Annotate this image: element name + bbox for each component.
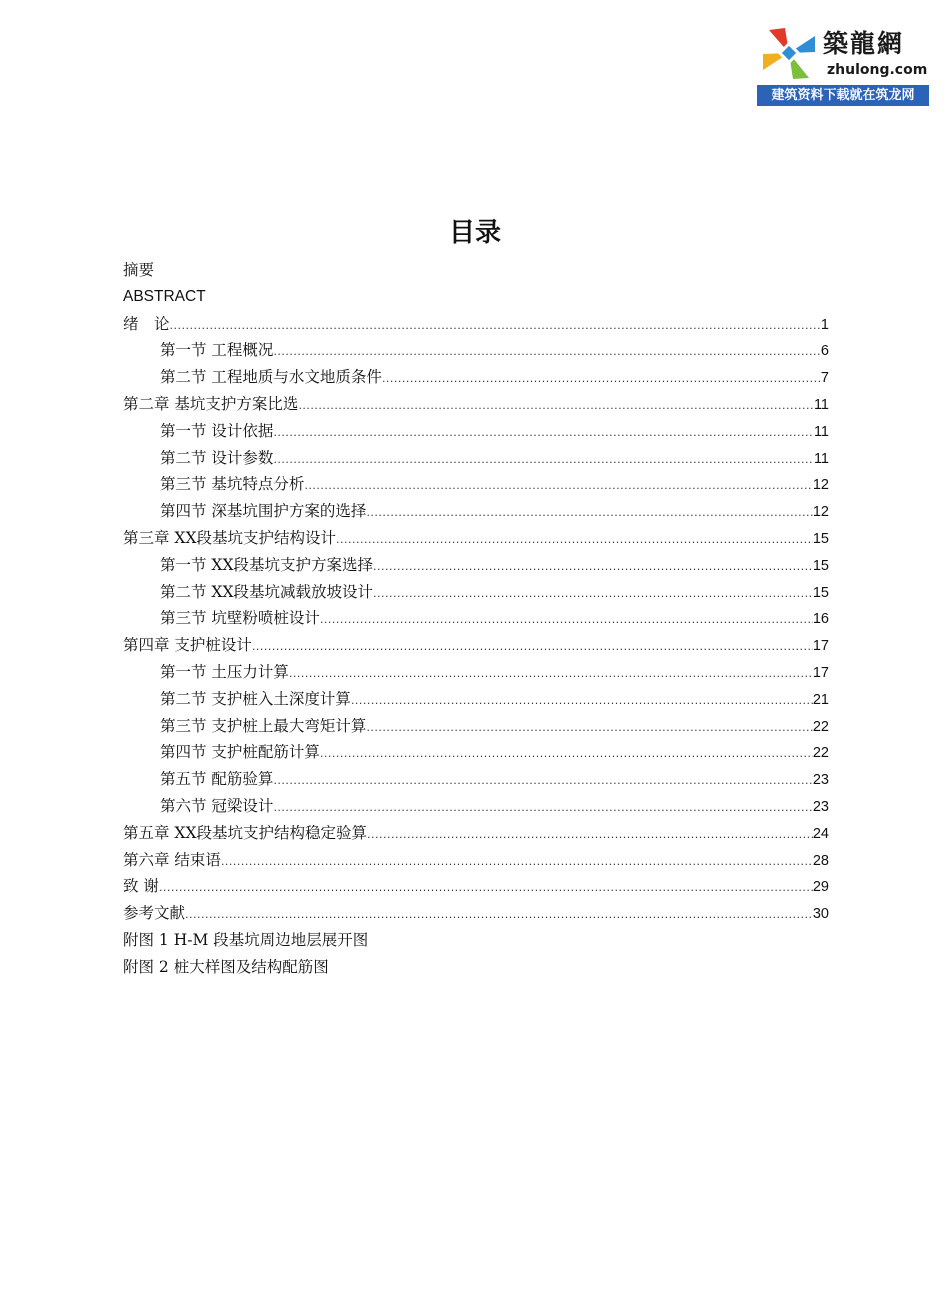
toc-dot-leader [367, 822, 813, 849]
toc-entry-title: 第四章 支护桩设计 [123, 636, 252, 655]
toc-page-number: 15 [812, 584, 829, 601]
toc-dot-leader [159, 875, 813, 902]
toc-page-number: 23 [812, 798, 829, 815]
toc-page-number: 22 [812, 718, 829, 735]
logo-pinwheel-icon [759, 24, 819, 82]
toc-dot-leader [366, 715, 812, 742]
toc-page-number: 1 [820, 316, 829, 333]
toc-dot-leader [320, 607, 813, 634]
toc-entry-title: 第五节 配筋验算 [160, 770, 274, 789]
toc-entry-title: 参考文献 [123, 904, 186, 923]
toc-dot-leader [351, 688, 813, 715]
toc-dot-leader [289, 661, 813, 688]
toc-section-entry[interactable] [123, 552, 829, 579]
toc-page-number: 16 [812, 611, 829, 628]
toc-section-entry[interactable] [123, 418, 829, 445]
toc-chapter-entry[interactable] [123, 954, 829, 981]
toc-dot-leader [298, 393, 814, 420]
toc-page-number: 15 [812, 530, 829, 547]
toc-entry-title: 绪 论 [123, 314, 170, 333]
toc-section-entry[interactable] [123, 445, 829, 472]
toc-entry-title: 第三节 基坑特点分析 [160, 475, 305, 494]
toc-dot-leader [336, 527, 813, 554]
toc-dot-leader [273, 420, 814, 447]
toc-section-entry[interactable] [123, 713, 829, 740]
toc-page-number: 30 [812, 906, 829, 923]
toc-section-entry[interactable] [123, 337, 829, 364]
toc-entry-title: 第二节 支护桩入土深度计算 [160, 689, 351, 708]
toc-chapter-entry[interactable] [123, 900, 829, 927]
toc-section-entry[interactable] [123, 739, 829, 766]
toc-dot-leader [273, 768, 812, 795]
toc-entry-title: 第一节 设计依据 [160, 421, 274, 440]
toc-page-number: 12 [812, 477, 829, 494]
toc-dot-leader [373, 581, 813, 608]
toc-chapter-entry[interactable] [123, 525, 829, 552]
logo-chinese-name: 築龍網 [823, 29, 905, 58]
toc-dot-leader [273, 795, 812, 822]
zhulong-logo[interactable] [757, 22, 929, 106]
toc-entry-title: 附图 1 H-M 段基坑周边地层展开图 [123, 930, 369, 949]
toc-page-number: 15 [812, 557, 829, 574]
toc-entry-title: 第五章 XX段基坑支护结构稳定验算 [123, 823, 367, 842]
toc-section-entry[interactable] [123, 579, 829, 606]
toc-dot-leader [320, 741, 813, 768]
toc-section-entry[interactable] [123, 364, 829, 391]
toc-entry-title: 第三节 坑壁粉喷桩设计 [160, 609, 320, 628]
toc-chapter-entry[interactable] [123, 632, 829, 659]
toc-entry-title: 第一节 土压力计算 [160, 662, 289, 681]
toc-entry-title: ABSTRACT [123, 287, 206, 305]
toc-entry-title: 第二章 基坑支护方案比选 [123, 394, 299, 413]
toc-page-number: 12 [812, 504, 829, 521]
toc-entry-title: 第二节 XX段基坑减载放坡设计 [160, 582, 373, 601]
toc-dot-leader [273, 339, 820, 366]
logo-domain: zhulong.com [827, 62, 928, 78]
toc-section-entry[interactable] [123, 498, 829, 525]
toc-chapter-entry[interactable] [123, 391, 829, 418]
toc-entry-title: 第六节 冠梁设计 [160, 796, 274, 815]
table-of-contents [123, 257, 829, 981]
toc-page-number: 11 [813, 423, 829, 440]
toc-page-number: 6 [820, 343, 829, 360]
toc-section-entry[interactable] [123, 686, 829, 713]
toc-page-number: 22 [812, 745, 829, 762]
toc-section-entry[interactable] [123, 605, 829, 632]
toc-dot-leader [273, 447, 814, 474]
toc-section-entry[interactable] [123, 659, 829, 686]
toc-entry-title: 第一节 XX段基坑支护方案选择 [160, 555, 373, 574]
toc-page-number: 17 [812, 664, 829, 681]
toc-page-number: 23 [812, 772, 829, 789]
toc-entry-title: 第六章 结束语 [123, 850, 221, 869]
logo-slogan: 建筑资料下载就在筑龙网 [757, 85, 929, 106]
toc-page-number: 11 [813, 396, 829, 413]
toc-page-number: 11 [813, 450, 829, 467]
toc-chapter-entry[interactable] [123, 311, 829, 338]
toc-page-number: 24 [812, 825, 829, 842]
toc-chapter-entry[interactable] [123, 284, 829, 311]
toc-page-number: 28 [812, 852, 829, 869]
toc-chapter-entry[interactable] [123, 820, 829, 847]
toc-dot-leader [170, 313, 821, 340]
toc-entry-title: 第四节 支护桩配筋计算 [160, 743, 320, 762]
toc-entry-title: 第三章 XX段基坑支护结构设计 [123, 528, 336, 547]
toc-chapter-entry[interactable] [123, 927, 829, 954]
toc-page-number: 17 [812, 638, 829, 655]
toc-chapter-entry[interactable] [123, 847, 829, 874]
toc-section-entry[interactable] [123, 471, 829, 498]
toc-dot-leader [382, 366, 821, 393]
toc-dot-leader [373, 554, 813, 581]
toc-entry-title: 致 谢 [123, 877, 159, 896]
toc-entry-title: 第一节 工程概况 [160, 341, 274, 360]
toc-entry-title: 摘要 [123, 261, 155, 279]
toc-entry-title: 第三节 支护桩上最大弯矩计算 [160, 716, 367, 735]
toc-page-number: 29 [812, 879, 829, 896]
toc-entry-title: 第二节 设计参数 [160, 448, 274, 467]
toc-section-entry[interactable] [123, 766, 829, 793]
toc-dot-leader [366, 500, 812, 527]
toc-dot-leader [304, 473, 812, 500]
toc-chapter-entry[interactable] [123, 257, 829, 284]
toc-entry-title: 第二节 工程地质与水文地质条件 [160, 368, 382, 387]
toc-dot-leader [252, 634, 813, 661]
page-title: 目录 [448, 218, 501, 248]
toc-section-entry[interactable] [123, 793, 829, 820]
toc-chapter-entry[interactable] [123, 873, 829, 900]
toc-page-number: 21 [812, 691, 829, 708]
toc-entry-title: 附图 2 桩大样图及结构配筋图 [123, 957, 329, 976]
toc-dot-leader [185, 902, 813, 929]
toc-page-number: 7 [820, 370, 829, 387]
toc-entry-title: 第四节 深基坑围护方案的选择 [160, 502, 367, 521]
toc-dot-leader [221, 849, 813, 876]
